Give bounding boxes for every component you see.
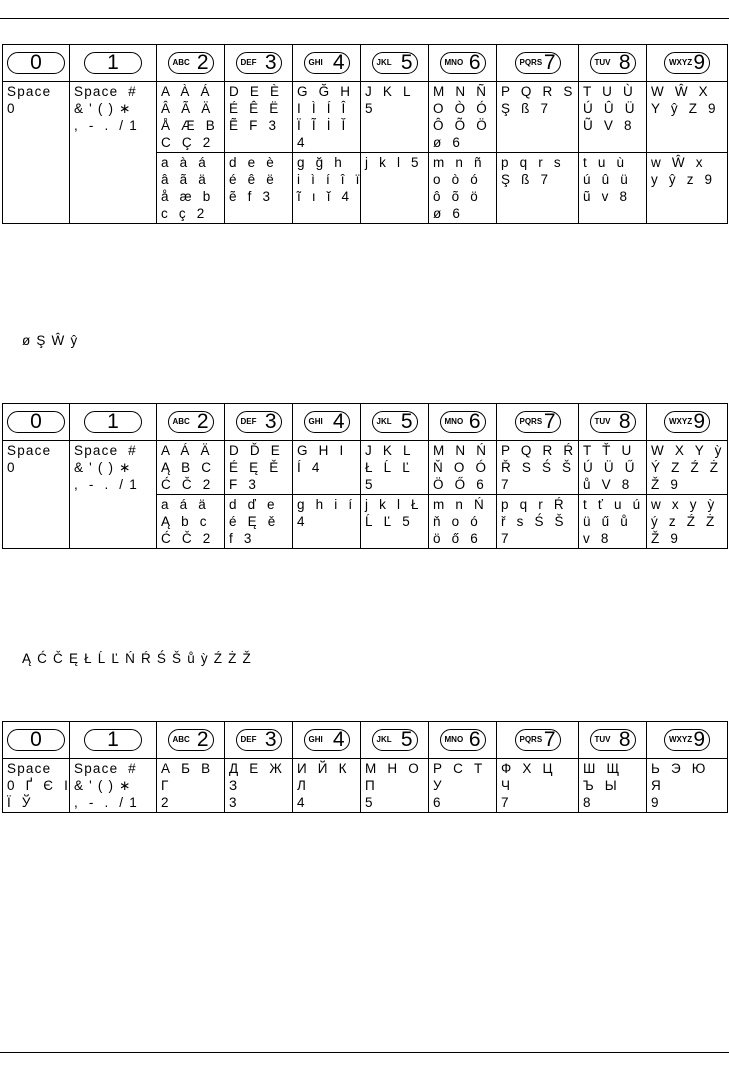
key-cell (579, 45, 647, 82)
key-1-icon: 1 (84, 52, 142, 74)
key-cell (429, 45, 497, 82)
chars-key-9-upper: W Ŵ X Y ŷ Z 9 (647, 82, 728, 153)
chars-key-7-upper: P Q R Ŕ Ř S Ś Š 7 (497, 441, 579, 495)
special-characters-note-1: ø Ş Ŵ ŷ (22, 333, 79, 348)
chars-key-7-lower: p q r Ŕ ř s Ś Š 7 (497, 495, 579, 549)
chars-key-9-upper: W X Y ỳ Ý Z Ź Ż Ž 9 (647, 441, 728, 495)
chars-key-9-lower: w Ŵ x y ŷ z 9 (647, 153, 728, 224)
chars-key-5: М Н О П 5 (361, 759, 429, 813)
chars-key-7-upper: P Q R S Ş ß 7 (497, 82, 579, 153)
chars-key-2-lower: a à á â ã ä å æ b c ç 2 (157, 153, 225, 224)
chars-key-3-upper: D Ď E É Ę Ě F 3 (225, 441, 293, 495)
key-cell (361, 722, 429, 759)
key-6-icon: MNO 6 (440, 729, 486, 751)
key-cell (647, 45, 728, 82)
chars-key-2-upper: A Á Ä Ą B C Ć Č 2 (157, 441, 225, 495)
key-cell (157, 45, 225, 82)
special-characters-note-2: Ą Ć Č Ę Ł Ĺ Ľ Ń Ŕ Ś Š ů ỳ Ź Ż Ž (22, 651, 252, 666)
chars-key-8-lower: t ť u ú ü ű ů v 8 (579, 495, 647, 549)
uppercase-row (3, 82, 728, 153)
key-3-icon: DEF 3 (236, 411, 282, 433)
key-8-icon: TUV 8 (590, 411, 636, 433)
key-cell (429, 722, 497, 759)
chars-key-7: Ф Х Ц Ч 7 (497, 759, 579, 813)
key-7-icon: PQRS 7 (515, 411, 561, 433)
key-cell (157, 404, 225, 441)
key-2-icon: ABC 2 (168, 729, 214, 751)
chars-key-3-lower: d ď e é Ę ě f 3 (225, 495, 293, 549)
chars-key-4-upper: G H I Í 4 (293, 441, 361, 495)
key-3-icon: DEF 3 (236, 729, 282, 751)
key-cell (497, 722, 579, 759)
chars-key-6-upper: M N Ñ O Ò Ó Ô Õ Ö ø 6 (429, 82, 497, 153)
chars-key-9-lower: w x y ỳ ý z Ź Ż Ž 9 (647, 495, 728, 549)
key-4-icon: GHI 4 (304, 52, 350, 74)
key-6-icon: MNO 6 (440, 411, 486, 433)
key-cell (225, 722, 293, 759)
character-row (3, 759, 728, 813)
chars-key-7-lower: p q r s Ş ß 7 (497, 153, 579, 224)
chars-key-0: Space 0 Ґ Є І Ї Ў (3, 759, 70, 813)
key-row (3, 722, 728, 759)
key-9-icon: WXYZ 9 (664, 52, 710, 74)
key-cell (225, 404, 293, 441)
key-0-icon: 0 (7, 729, 65, 751)
chars-key-6-lower: m n ñ o ò ó ô õ ö ø 6 (429, 153, 497, 224)
key-9-icon: WXYZ 9 (664, 411, 710, 433)
chars-key-3-lower: d e è é ê ë ẽ f 3 (225, 153, 293, 224)
key-cell (579, 722, 647, 759)
chars-key-0: Space 0 (3, 82, 70, 224)
key-7-icon: PQRS 7 (515, 52, 561, 74)
chars-key-2-lower: a á ä Ą b c Ć Č 2 (157, 495, 225, 549)
chars-key-5-upper: J K L Ł Ĺ Ľ 5 (361, 441, 429, 495)
key-5-icon: JKL 5 (372, 729, 418, 751)
character-table-1 (2, 44, 728, 224)
key-cell (647, 404, 728, 441)
key-1-icon: 1 (84, 729, 142, 751)
chars-key-2: А Б В Г 2 (157, 759, 225, 813)
key-cell (579, 404, 647, 441)
chars-key-1: Space # & ' ( ) ∗ , - . / 1 (70, 441, 157, 549)
key-cell (293, 722, 361, 759)
character-table-3 (2, 721, 728, 813)
key-cell (3, 722, 70, 759)
chars-key-8-lower: t u ù ú û ü ũ v 8 (579, 153, 647, 224)
key-9-icon: WXYZ 9 (664, 729, 710, 751)
chars-key-4: И Й К Л 4 (293, 759, 361, 813)
key-3-icon: DEF 3 (236, 52, 282, 74)
chars-key-8-upper: T Ť U Ú Ü Ű ů V 8 (579, 441, 647, 495)
key-cell (497, 45, 579, 82)
key-0-icon: 0 (7, 411, 65, 433)
key-cell (361, 45, 429, 82)
chars-key-5-lower: j k l Ł Ĺ Ľ 5 (361, 495, 429, 549)
key-2-icon: ABC 2 (168, 52, 214, 74)
key-row (3, 45, 728, 82)
key-8-icon: TUV 8 (590, 729, 636, 751)
chars-key-8-upper: T U Ù Ú Û Ü Ũ V 8 (579, 82, 647, 153)
chars-key-4-upper: G Ğ H I Ì Í Î Ï Ĩ İ Ĭ 4 (293, 82, 361, 153)
key-5-icon: JKL 5 (372, 411, 418, 433)
chars-key-8: Ш Щ Ъ Ы 8 (579, 759, 647, 813)
chars-key-4-lower: g ğ h i ì í î ï ĩ ı ĭ 4 (293, 153, 361, 224)
key-cell (225, 45, 293, 82)
character-table-2 (2, 403, 728, 549)
key-5-icon: JKL 5 (372, 52, 418, 74)
key-cell (647, 722, 728, 759)
key-2-icon: ABC 2 (168, 411, 214, 433)
chars-key-5-upper: J K L 5 (361, 82, 429, 153)
chars-key-4-lower: g h i í 4 (293, 495, 361, 549)
key-row (3, 404, 728, 441)
chars-key-1: Space # & ' ( ) ∗ , - . / 1 (70, 82, 157, 224)
chars-key-0: Space 0 (3, 441, 70, 549)
chars-key-6-upper: M N Ń Ň O Ó Ö Ő 6 (429, 441, 497, 495)
key-cell (361, 404, 429, 441)
chars-key-9: Ь Э Ю Я 9 (647, 759, 728, 813)
footer-rule (0, 1052, 729, 1053)
key-0-icon: 0 (7, 52, 65, 74)
key-8-icon: TUV 8 (590, 52, 636, 74)
key-7-icon: PQRS 7 (515, 729, 561, 751)
chars-key-1: Space # & ' ( ) ∗ , - . / 1 (70, 759, 157, 813)
key-cell (157, 722, 225, 759)
chars-key-5-lower: j k l 5 (361, 153, 429, 224)
key-cell (293, 404, 361, 441)
key-cell (70, 404, 157, 441)
header-rule (0, 18, 729, 19)
key-cell (3, 45, 70, 82)
key-cell (70, 45, 157, 82)
chars-key-2-upper: A À Á Â Ã Ä Å Æ B C Ç 2 (157, 82, 225, 153)
uppercase-row (3, 441, 728, 495)
key-4-icon: GHI 4 (304, 411, 350, 433)
key-cell (497, 404, 579, 441)
key-cell (3, 404, 70, 441)
key-cell (293, 45, 361, 82)
key-cell (429, 404, 497, 441)
key-1-icon: 1 (84, 411, 142, 433)
chars-key-3-upper: D E È É Ê Ë Ẽ F 3 (225, 82, 293, 153)
chars-key-6-lower: m n Ń ň o ó ö ő 6 (429, 495, 497, 549)
chars-key-3: Д Е Ж З 3 (225, 759, 293, 813)
key-4-icon: GHI 4 (304, 729, 350, 751)
chars-key-6: Р С Т У 6 (429, 759, 497, 813)
key-cell (70, 722, 157, 759)
key-6-icon: MNO 6 (440, 52, 486, 74)
